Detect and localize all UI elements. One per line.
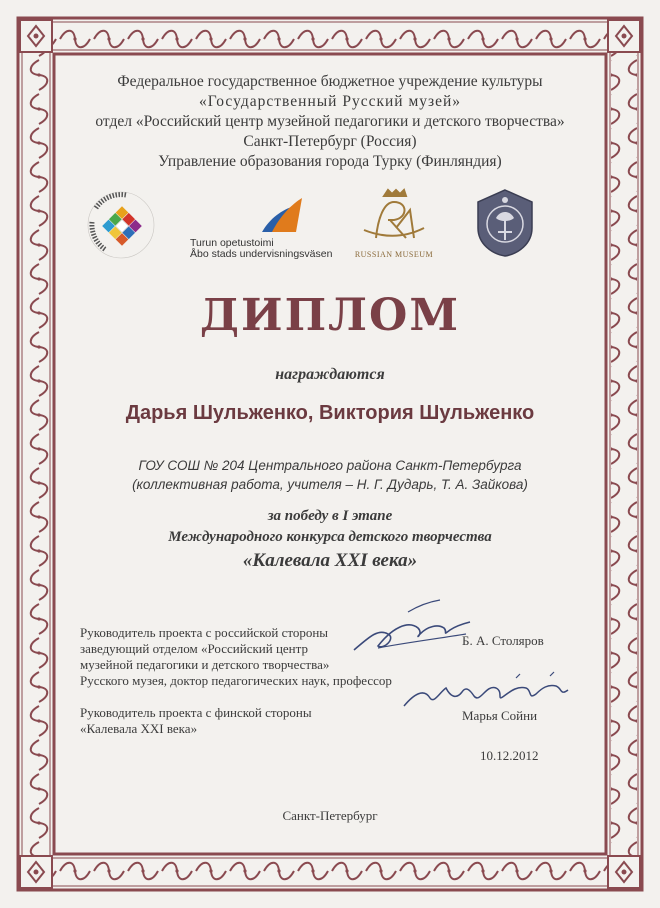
contest-description: Международного конкурса детского творчества (168, 529, 492, 545)
russian-lead-line1: Руководитель проекта с российской стороны (80, 625, 329, 640)
russian-lead-line4: Русского музея, доктор педагогических наук, профессор (80, 673, 392, 688)
issue-date: 10.12.2012 (480, 748, 539, 763)
finnish-lead-line2: «Калевала XXI века» (80, 721, 198, 736)
contest-name: «Калевала XXI века» (242, 550, 418, 571)
russian-lead-line3: музейной педагогики и детского творчества» (80, 657, 330, 672)
header-institution: Федеральное государственное бюджетное учреждение культуры (117, 73, 543, 90)
teachers-line: (коллективная работа, учителя – Н. Г. Дударь, Т. А. Зайкова) (132, 477, 528, 492)
school-line: ГОУ СОШ № 204 Центрального района Санкт-Петербурга (138, 458, 522, 473)
turku-logo-line2: Åbo stads undervisningsväsen (190, 248, 333, 260)
awarded-label: награждаются (275, 366, 385, 383)
russian-museum-caption: RUSSIAN MUSEUM (354, 250, 434, 259)
finland-board-logo (86, 190, 156, 260)
signature-stolyarov (348, 598, 478, 668)
diploma-title: ДИПЛОМ (199, 290, 461, 341)
header-museum: «Государственный Русский музей» (198, 93, 462, 110)
signer-stolyarov: Б. А. Столяров (462, 633, 544, 648)
victory-line: за победу в I этапе (267, 508, 393, 524)
museum-crest-logo (470, 188, 540, 258)
turku-logo-line1: Turun opetustoimi (190, 237, 274, 249)
russian-museum-logo (354, 188, 434, 252)
issue-city: Санкт-Петербург (282, 808, 378, 823)
russian-lead-line2: заведующий отделом «Российский центр (80, 641, 308, 656)
turku-education-logo (258, 196, 308, 234)
recipient-names: Дарья Шульженко, Виктория Шульженко (125, 402, 535, 424)
signer-soini: Марья Сойни (462, 708, 538, 723)
header-turku-education: Управление образования города Турку (Финляндия) (158, 153, 502, 170)
finnish-lead-line1: Руководитель проекта с финской стороны (80, 705, 312, 720)
header-city: Санкт-Петербург (Россия) (243, 133, 417, 150)
header-department: отдел «Российский центр музейной педагогики и детского творчества» (95, 113, 565, 130)
